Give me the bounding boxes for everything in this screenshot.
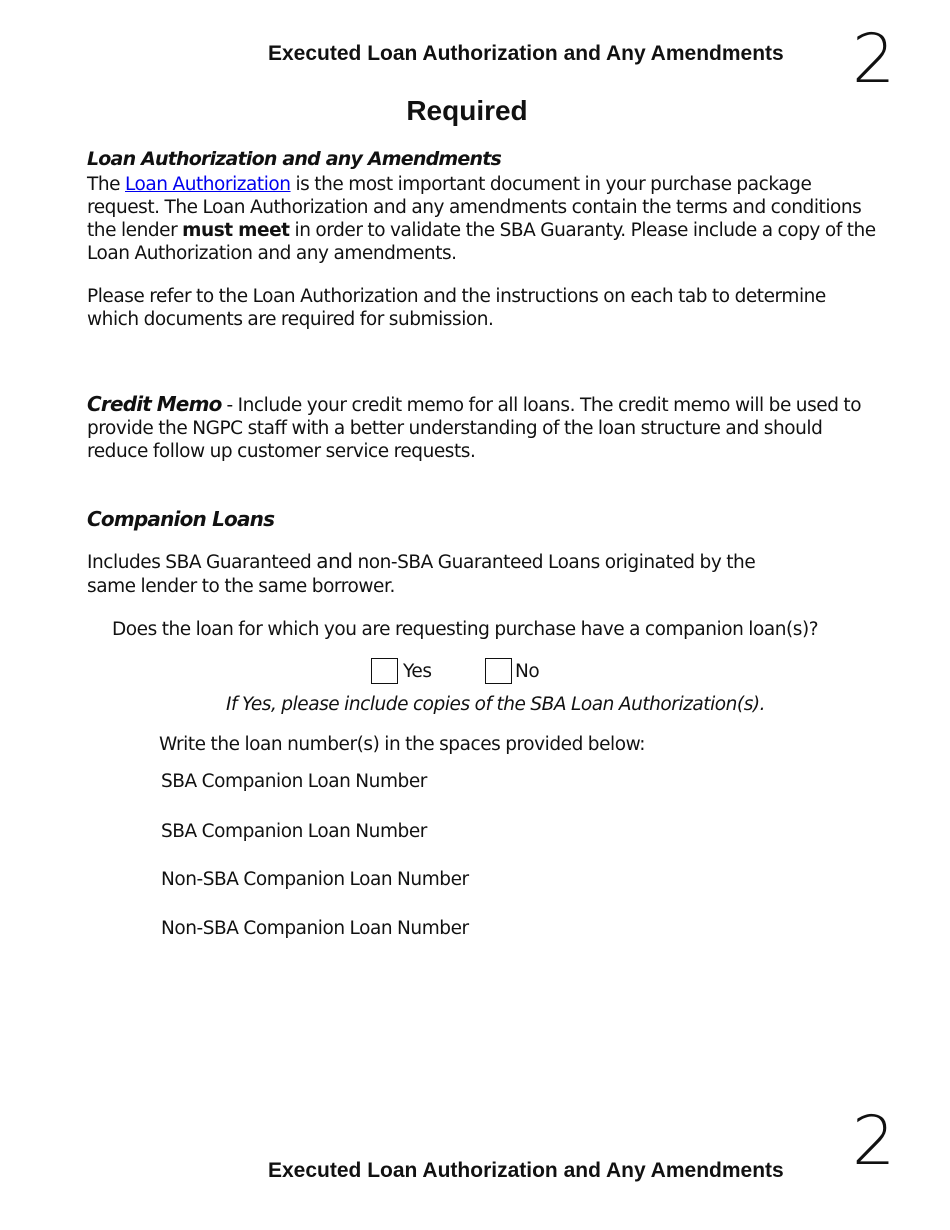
- loan-authorization-title: Loan Authorization and any Amendments: [87, 148, 501, 170]
- loan-number-instruction: Write the loan number(s) in the spaces provided below:: [159, 734, 646, 755]
- instructions-paragraph: Please refer to the Loan Authorization and the instructions on each tab to determine which documents are required for submission.: [87, 286, 826, 330]
- header-tab-number: 2: [852, 20, 896, 99]
- companion-desc-line1: [87, 549, 755, 573]
- must-meet-emphasis: must meet: [182, 220, 290, 241]
- sba-companion-loan-number-1: SBA Companion Loan Number: [161, 771, 427, 792]
- credit-memo-paragraph: [87, 393, 877, 463]
- loan-authorization-link[interactable]: Loan Authorization: [125, 174, 291, 195]
- p1-before: The: [87, 174, 125, 195]
- required-heading: Required: [406, 95, 528, 126]
- p1-mid: is the most important document in your purchase package request. The Loan Authorization and any amendments contain the terms and conditions the lender: [87, 174, 862, 241]
- yes-checkbox[interactable]: [371, 658, 398, 684]
- credit-memo-text: Include your credit memo for all loans. The credit memo will be used to provide the NGPC staff with a better understanding of the loan structure and should reduce follow up customer service requests.: [87, 395, 862, 462]
- companion-loans-title: Companion Loans: [87, 507, 275, 531]
- no-checkbox[interactable]: [485, 658, 512, 684]
- sba-companion-loan-number-2: SBA Companion Loan Number: [161, 821, 427, 842]
- credit-memo-separator: -: [221, 395, 238, 416]
- companion-desc-and: and: [316, 549, 353, 573]
- companion-question: Does the loan for which you are requesting purchase have a companion loan(s)?: [112, 619, 819, 640]
- companion-note: If Yes, please include copies of the SBA Loan Authorization(s).: [226, 694, 766, 715]
- credit-memo-title: Credit Memo: [87, 392, 222, 416]
- yes-label: Yes: [403, 661, 432, 682]
- footer-tab-number: 2: [852, 1102, 896, 1181]
- p1-after: in order to validate the SBA Guaranty. Please include a copy of the Loan Authorization and any amendments.: [87, 220, 876, 264]
- footer-title: Executed Loan Authorization and Any Amendments: [268, 1159, 784, 1182]
- non-sba-companion-loan-number-2: Non-SBA Companion Loan Number: [161, 918, 469, 939]
- loan-authorization-paragraph: [87, 173, 877, 265]
- no-label: No: [515, 661, 540, 682]
- non-sba-companion-loan-number-1: Non-SBA Companion Loan Number: [161, 869, 469, 890]
- companion-desc-part-b: non-SBA Guaranteed Loans originated by the: [352, 552, 756, 573]
- header-title: Executed Loan Authorization and Any Amendments: [268, 42, 784, 65]
- companion-desc-part-a: Includes SBA Guaranteed: [87, 552, 317, 573]
- companion-desc-line2: same lender to the same borrower.: [87, 576, 395, 597]
